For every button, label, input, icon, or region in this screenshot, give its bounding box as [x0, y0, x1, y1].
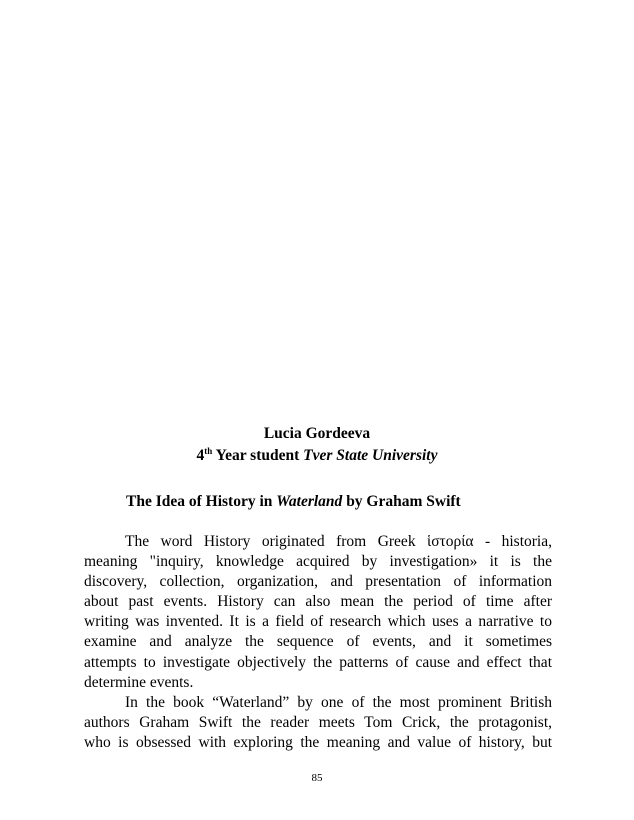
page-number: 85: [311, 772, 323, 784]
paragraph-1-line: The word History originated from Greek ἱστορία - historia,: [125, 533, 552, 550]
paragraph-1-line: examine and analyze the sequence of events, and it sometimes: [84, 633, 552, 651]
paragraph-1-line: attempts to investigate objectively the patterns of cause and effect that: [84, 653, 552, 671]
paragraph-2-line: authors Graham Swift the reader meets Tom Crick, the protagonist,: [84, 713, 552, 731]
affiliation-role: Year student: [212, 447, 304, 464]
affiliation-ordinal-suffix: th: [204, 446, 213, 456]
affiliation-university: Tver State University: [303, 447, 438, 464]
author-name: Lucia Gordeeva: [263, 425, 371, 442]
title-suffix: by Graham Swift: [342, 493, 461, 510]
title-work: Waterland: [276, 493, 343, 510]
paragraph-1-line: meaning "inquiry, knowledge acquired by investigation» it is the: [84, 553, 552, 571]
paragraph-1-line: writing was invented. It is a field of research which uses a narrative to: [84, 613, 552, 631]
paragraph-2-line: In the book “Waterland” by one of the most prominent British: [125, 693, 552, 711]
body-text: [84, 532, 552, 753]
title-prefix: The Idea of History in: [126, 493, 277, 510]
author-affiliation: [0, 446, 634, 466]
paragraph-2-line: who is obsessed with exploring the meaning and value of history, but: [84, 733, 552, 751]
paragraph-1-line: about past events. History can also mean the period of time after: [84, 593, 552, 611]
paragraph-1-line: discovery, collection, organization, and presentation of information: [84, 573, 552, 591]
paragraph-1-line: determine events.: [84, 673, 194, 691]
article-title: [126, 492, 461, 512]
affiliation-year: 4: [196, 447, 205, 464]
